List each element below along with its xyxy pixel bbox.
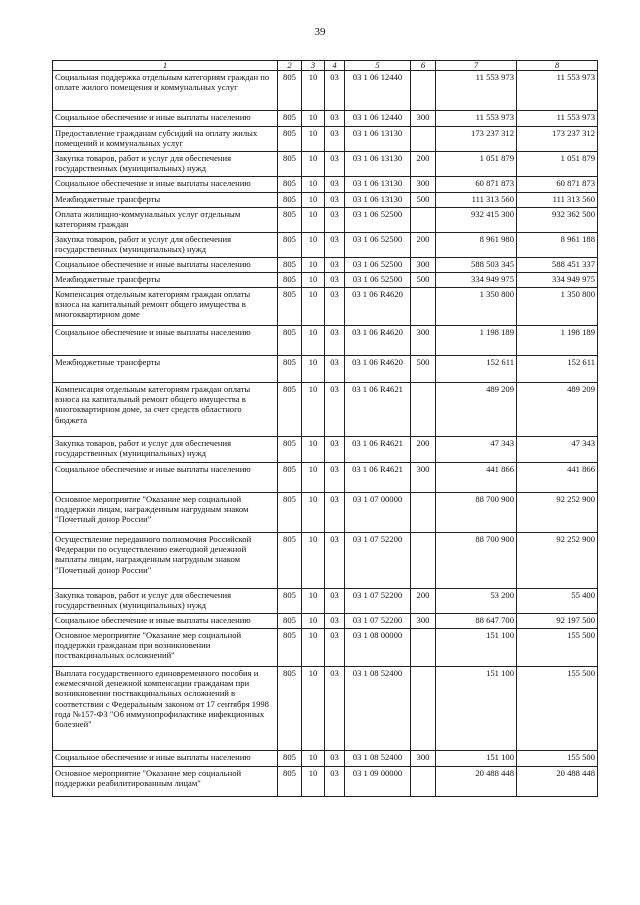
ministry-code-cell: 805 (278, 589, 302, 614)
ministry-code-cell: 805 (278, 111, 302, 127)
amount-year1-cell: 88 647 700 (436, 614, 517, 629)
row-name-cell: Закупка товаров, работ и услуг для обеспечения государственных (муниципальных) нужд (53, 233, 278, 258)
expense-type-cell (411, 127, 436, 152)
amount-year1-cell: 1 198 189 (436, 326, 517, 356)
section-code-cell: 10 (302, 273, 325, 288)
target-article-cell: 03 1 07 52200 (345, 589, 411, 614)
expense-type-cell: 300 (411, 177, 436, 193)
row-name-cell: Социальное обеспечение и иные выплаты населению (53, 177, 278, 193)
expense-type-cell (411, 383, 436, 437)
header-cell: 3 (302, 61, 325, 71)
header-cell: 5 (345, 61, 411, 71)
amount-year1-cell: 489 209 (436, 383, 517, 437)
row-name-cell: Социальное обеспечение и иные выплаты населению (53, 614, 278, 629)
row-name-cell: Компенсация отдельным категориям граждан оплаты взноса на капитальный ремонт общего имущества в многоквартирном доме (53, 288, 278, 326)
target-article-cell: 03 1 07 52200 (345, 533, 411, 589)
subsection-code-cell: 03 (325, 71, 345, 111)
section-code-cell: 10 (302, 233, 325, 258)
row-name-cell: Социальное обеспечение и иные выплаты населению (53, 463, 278, 493)
amount-year1-cell: 11 553 973 (436, 71, 517, 111)
subsection-code-cell: 03 (325, 629, 345, 667)
section-code-cell: 10 (302, 127, 325, 152)
section-code-cell: 10 (302, 437, 325, 463)
amount-year1-cell: 151 100 (436, 751, 517, 767)
section-code-cell: 10 (302, 258, 325, 273)
row-name-cell: Закупка товаров, работ и услуг для обеспечения государственных (муниципальных) нужд (53, 152, 278, 177)
amount-year1-cell: 173 237 312 (436, 127, 517, 152)
target-article-cell: 03 1 06 R4620 (345, 326, 411, 356)
ministry-code-cell: 805 (278, 71, 302, 111)
subsection-code-cell: 03 (325, 767, 345, 797)
section-code-cell: 10 (302, 463, 325, 493)
table-row (53, 326, 598, 356)
target-article-cell: 03 1 06 R4621 (345, 463, 411, 493)
section-code-cell: 10 (302, 533, 325, 589)
subsection-code-cell: 03 (325, 233, 345, 258)
amount-year2-cell: 92 197 500 (517, 614, 598, 629)
amount-year2-cell: 8 961 188 (517, 233, 598, 258)
ministry-code-cell: 805 (278, 326, 302, 356)
target-article-cell: 03 1 06 13130 (345, 193, 411, 208)
amount-year1-cell: 932 415 300 (436, 208, 517, 233)
target-article-cell: 03 1 06 13130 (345, 177, 411, 193)
table-row (53, 767, 598, 797)
target-article-cell: 03 1 06 12440 (345, 71, 411, 111)
target-article-cell: 03 1 07 00000 (345, 493, 411, 533)
table-row (53, 273, 598, 288)
subsection-code-cell: 03 (325, 751, 345, 767)
subsection-code-cell: 03 (325, 326, 345, 356)
ministry-code-cell: 805 (278, 273, 302, 288)
target-article-cell: 03 1 06 52500 (345, 273, 411, 288)
target-article-cell: 03 1 06 13130 (345, 127, 411, 152)
row-name-cell: Социальная поддержка отдельным категориям граждан по оплате жилого помещения и коммунальных услуг (53, 71, 278, 111)
table-row (53, 751, 598, 767)
ministry-code-cell: 805 (278, 493, 302, 533)
section-code-cell: 10 (302, 751, 325, 767)
section-code-cell: 10 (302, 356, 325, 383)
ministry-code-cell: 805 (278, 767, 302, 797)
amount-year1-cell: 151 100 (436, 629, 517, 667)
ministry-code-cell: 805 (278, 629, 302, 667)
target-article-cell: 03 1 08 00000 (345, 629, 411, 667)
amount-year1-cell: 88 700 900 (436, 493, 517, 533)
section-code-cell: 10 (302, 629, 325, 667)
table-row (53, 383, 598, 437)
subsection-code-cell: 03 (325, 193, 345, 208)
amount-year2-cell: 92 252 900 (517, 493, 598, 533)
target-article-cell: 03 1 06 R4620 (345, 288, 411, 326)
header-cell: 8 (517, 61, 598, 71)
amount-year1-cell: 152 611 (436, 356, 517, 383)
section-code-cell: 10 (302, 767, 325, 797)
amount-year1-cell: 441 866 (436, 463, 517, 493)
expense-type-cell (411, 629, 436, 667)
amount-year2-cell: 55 400 (517, 589, 598, 614)
expense-type-cell: 300 (411, 258, 436, 273)
expense-type-cell: 200 (411, 152, 436, 177)
table-row (53, 193, 598, 208)
row-name-cell: Основное мероприятие "Оказание мер социальной поддержки реабилитированным лицам" (53, 767, 278, 797)
amount-year2-cell: 20 488 448 (517, 767, 598, 797)
table-row (53, 533, 598, 589)
amount-year2-cell: 1 051 879 (517, 152, 598, 177)
amount-year1-cell: 111 313 560 (436, 193, 517, 208)
ministry-code-cell: 805 (278, 233, 302, 258)
table-row (53, 208, 598, 233)
table-row (53, 463, 598, 493)
target-article-cell: 03 1 06 R4621 (345, 383, 411, 437)
subsection-code-cell: 03 (325, 614, 345, 629)
target-article-cell: 03 1 09 00000 (345, 767, 411, 797)
target-article-cell: 03 1 08 52400 (345, 667, 411, 751)
subsection-code-cell: 03 (325, 356, 345, 383)
amount-year1-cell: 588 503 345 (436, 258, 517, 273)
expense-type-cell (411, 767, 436, 797)
amount-year2-cell: 11 553 973 (517, 71, 598, 111)
subsection-code-cell: 03 (325, 177, 345, 193)
target-article-cell: 03 1 06 13130 (345, 152, 411, 177)
target-article-cell: 03 1 06 R4621 (345, 437, 411, 463)
subsection-code-cell: 03 (325, 437, 345, 463)
subsection-code-cell: 03 (325, 463, 345, 493)
header-cell: 1 (53, 61, 278, 71)
ministry-code-cell: 805 (278, 383, 302, 437)
table-row (53, 288, 598, 326)
row-name-cell: Компенсация отдельным категориям граждан оплаты взноса на капитальный ремонт общего имущества в многоквартирном доме, за счет средств областного бюджета (53, 383, 278, 437)
subsection-code-cell: 03 (325, 589, 345, 614)
amount-year2-cell: 11 553 973 (517, 111, 598, 127)
expense-type-cell: 300 (411, 751, 436, 767)
target-article-cell: 03 1 07 52200 (345, 614, 411, 629)
subsection-code-cell: 03 (325, 383, 345, 437)
expense-type-cell (411, 667, 436, 751)
amount-year2-cell: 155 500 (517, 629, 598, 667)
amount-year1-cell: 53 200 (436, 589, 517, 614)
expense-type-cell: 500 (411, 193, 436, 208)
expense-type-cell: 300 (411, 111, 436, 127)
amount-year2-cell: 60 871 873 (517, 177, 598, 193)
table-row (53, 111, 598, 127)
amount-year2-cell: 155 500 (517, 667, 598, 751)
amount-year2-cell: 588 451 337 (517, 258, 598, 273)
section-code-cell: 10 (302, 152, 325, 177)
subsection-code-cell: 03 (325, 258, 345, 273)
amount-year2-cell: 1 198 189 (517, 326, 598, 356)
row-name-cell: Основное мероприятие "Оказание мер социальной поддержки лицам, награжденным нагрудным знаком "Почетный донор России" (53, 493, 278, 533)
ministry-code-cell: 805 (278, 127, 302, 152)
amount-year1-cell: 20 488 448 (436, 767, 517, 797)
header-row (53, 61, 598, 71)
expense-type-cell: 300 (411, 463, 436, 493)
section-code-cell: 10 (302, 614, 325, 629)
amount-year1-cell: 60 871 873 (436, 177, 517, 193)
row-name-cell: Межбюджетные трансферты (53, 356, 278, 383)
row-name-cell: Социальное обеспечение и иные выплаты населению (53, 751, 278, 767)
subsection-code-cell: 03 (325, 667, 345, 751)
amount-year2-cell: 173 237 312 (517, 127, 598, 152)
amount-year1-cell: 8 961 980 (436, 233, 517, 258)
amount-year2-cell: 92 252 900 (517, 533, 598, 589)
amount-year2-cell: 47 343 (517, 437, 598, 463)
amount-year1-cell: 11 553 973 (436, 111, 517, 127)
amount-year2-cell: 111 313 560 (517, 193, 598, 208)
expense-type-cell: 200 (411, 589, 436, 614)
table-row (53, 589, 598, 614)
table-row (53, 667, 598, 751)
expense-type-cell: 500 (411, 356, 436, 383)
row-name-cell: Межбюджетные трансферты (53, 193, 278, 208)
amount-year1-cell: 151 100 (436, 667, 517, 751)
ministry-code-cell: 805 (278, 177, 302, 193)
expense-type-cell: 500 (411, 273, 436, 288)
table-row (53, 437, 598, 463)
ministry-code-cell: 805 (278, 258, 302, 273)
subsection-code-cell: 03 (325, 533, 345, 589)
ministry-code-cell: 805 (278, 356, 302, 383)
header-cell: 6 (411, 61, 436, 71)
ministry-code-cell: 805 (278, 533, 302, 589)
section-code-cell: 10 (302, 177, 325, 193)
table-row (53, 629, 598, 667)
amount-year1-cell: 1 350 800 (436, 288, 517, 326)
ministry-code-cell: 805 (278, 288, 302, 326)
row-name-cell: Выплата государственного единовременного пособия и ежемесячной денежной компенсации гражданам при возникновении поствакцинальных осложнений в соответствии с Федеральным законом от 17 сентября 1998 года №157-ФЗ "Об иммунопрофилактике инфекционных болезней" (53, 667, 278, 751)
ministry-code-cell: 805 (278, 614, 302, 629)
amount-year2-cell: 155 500 (517, 751, 598, 767)
expense-type-cell (411, 533, 436, 589)
section-code-cell: 10 (302, 193, 325, 208)
row-name-cell: Закупка товаров, работ и услуг для обеспечения государственных (муниципальных) нужд (53, 589, 278, 614)
amount-year1-cell: 1 051 879 (436, 152, 517, 177)
ministry-code-cell: 805 (278, 193, 302, 208)
table-row (53, 356, 598, 383)
ministry-code-cell: 805 (278, 667, 302, 751)
subsection-code-cell: 03 (325, 127, 345, 152)
amount-year2-cell: 489 209 (517, 383, 598, 437)
expense-type-cell (411, 493, 436, 533)
section-code-cell: 10 (302, 589, 325, 614)
ministry-code-cell: 805 (278, 751, 302, 767)
expense-type-cell (411, 288, 436, 326)
target-article-cell: 03 1 06 R4620 (345, 356, 411, 383)
row-name-cell: Осуществление переданного полномочия Российской Федерации по осуществлению ежегодной денежной выплаты лицам, награжденным нагрудным знаком "Почетный донор России" (53, 533, 278, 589)
amount-year1-cell: 47 343 (436, 437, 517, 463)
target-article-cell: 03 1 06 52500 (345, 233, 411, 258)
target-article-cell: 03 1 06 12440 (345, 111, 411, 127)
subsection-code-cell: 03 (325, 288, 345, 326)
section-code-cell: 10 (302, 326, 325, 356)
section-code-cell: 10 (302, 208, 325, 233)
section-code-cell: 10 (302, 111, 325, 127)
amount-year1-cell: 334 949 975 (436, 273, 517, 288)
ministry-code-cell: 805 (278, 208, 302, 233)
target-article-cell: 03 1 08 52400 (345, 751, 411, 767)
expense-type-cell (411, 71, 436, 111)
table-row (53, 258, 598, 273)
row-name-cell: Закупка товаров, работ и услуг для обеспечения государственных (муниципальных) нужд (53, 437, 278, 463)
row-name-cell: Социальное обеспечение и иные выплаты населению (53, 111, 278, 127)
amount-year1-cell: 88 700 900 (436, 533, 517, 589)
table-row (53, 614, 598, 629)
section-code-cell: 10 (302, 493, 325, 533)
row-name-cell: Оплата жилищно-коммунальных услуг отдельным категориям граждан (53, 208, 278, 233)
header-cell: 7 (436, 61, 517, 71)
table-row (53, 71, 598, 111)
expense-type-cell: 300 (411, 326, 436, 356)
amount-year2-cell: 1 350 800 (517, 288, 598, 326)
ministry-code-cell: 805 (278, 152, 302, 177)
section-code-cell: 10 (302, 383, 325, 437)
row-name-cell: Основное мероприятие "Оказание мер социальной поддержки гражданам при возникновении поствакцинальных осложнений" (53, 629, 278, 667)
table-row (53, 233, 598, 258)
row-name-cell: Межбюджетные трансферты (53, 273, 278, 288)
table-row (53, 152, 598, 177)
ministry-code-cell: 805 (278, 463, 302, 493)
section-code-cell: 10 (302, 288, 325, 326)
ministry-code-cell: 805 (278, 437, 302, 463)
row-name-cell: Социальное обеспечение и иные выплаты населению (53, 326, 278, 356)
amount-year2-cell: 441 866 (517, 463, 598, 493)
table-row (53, 493, 598, 533)
expense-type-cell: 300 (411, 614, 436, 629)
subsection-code-cell: 03 (325, 152, 345, 177)
amount-year2-cell: 932 362 500 (517, 208, 598, 233)
header-cell: 2 (278, 61, 302, 71)
section-code-cell: 10 (302, 71, 325, 111)
subsection-code-cell: 03 (325, 208, 345, 233)
section-code-cell: 10 (302, 667, 325, 751)
target-article-cell: 03 1 06 52500 (345, 208, 411, 233)
expense-type-cell: 200 (411, 437, 436, 463)
table-row (53, 177, 598, 193)
row-name-cell: Предоставление гражданам субсидий на оплату жилых помещений и коммунальных услуг (53, 127, 278, 152)
table-row (53, 127, 598, 152)
subsection-code-cell: 03 (325, 493, 345, 533)
amount-year2-cell: 152 611 (517, 356, 598, 383)
expense-type-cell (411, 208, 436, 233)
expense-type-cell: 200 (411, 233, 436, 258)
amount-year2-cell: 334 949 975 (517, 273, 598, 288)
target-article-cell: 03 1 06 52500 (345, 258, 411, 273)
row-name-cell: Социальное обеспечение и иные выплаты населению (53, 258, 278, 273)
subsection-code-cell: 03 (325, 273, 345, 288)
page-number: 39 (314, 26, 326, 38)
subsection-code-cell: 03 (325, 111, 345, 127)
budget-table (52, 60, 598, 797)
header-cell: 4 (325, 61, 345, 71)
